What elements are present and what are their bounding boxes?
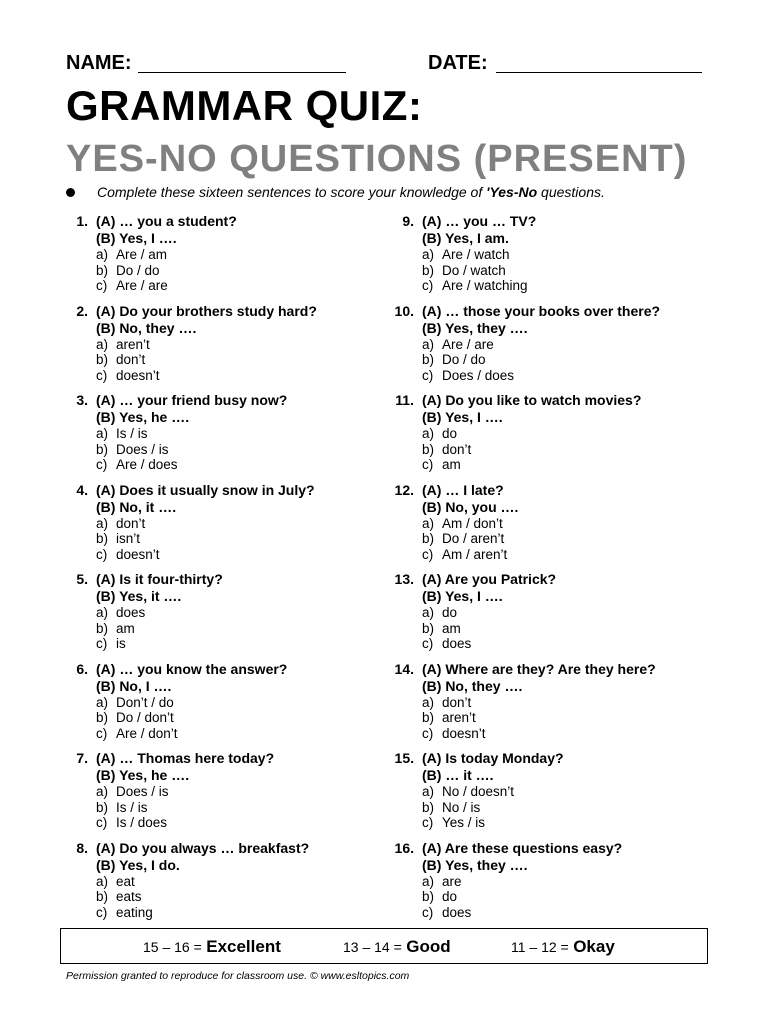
question-body [96,303,396,384]
option-letter: a) [96,336,109,352]
question-body [96,392,396,473]
option-letter: a) [422,694,435,710]
score-box [60,928,708,964]
option-letter: a) [96,694,109,710]
question-body [422,213,722,294]
option-letter: c) [96,725,108,741]
option-letter: b) [96,531,109,546]
option-text: eats [116,889,142,904]
answer-option[interactable] [96,263,396,279]
question-number: 6. [76,660,88,677]
answer-option[interactable] [96,247,396,263]
question-line-b: (B) … it …. [422,767,494,783]
answer-option[interactable] [422,605,722,621]
header-row [66,52,706,76]
option-text: are [442,873,462,889]
answer-option[interactable] [422,263,722,279]
option-letter: b) [96,620,109,636]
score-okay [511,937,615,957]
answer-option[interactable] [422,352,722,368]
question-body [96,571,396,652]
option-text: Are / don’t [116,725,178,741]
option-text: No / is [442,799,481,815]
option-text: Do / do [442,352,486,367]
question-line-b: (B) Yes, they …. [422,856,528,873]
option-text: does [116,605,146,620]
score-range: 11 – 12 = [511,939,569,955]
answer-option[interactable] [96,516,396,532]
score-word: Okay [573,937,615,956]
answer-option[interactable] [96,784,396,800]
question-line-b: (B) No, it …. [96,498,177,515]
option-letter: c) [422,367,434,383]
question-line-a: (A) … you … TV? [422,213,537,229]
answer-option[interactable] [422,247,722,263]
option-text: does [442,636,472,651]
question-number: 8. [76,839,88,856]
option-letter: b) [96,441,109,457]
question-line-b: (B) No, they …. [96,319,197,336]
option-text: don’t [442,441,472,457]
option-text: Does / is [116,784,169,799]
option-text: Do / do [116,262,160,278]
option-letter: c) [96,904,108,920]
question-line-a: (A) Do you like to watch movies? [422,392,642,408]
question-line-b: (B) Yes, it …. [96,588,182,604]
option-text: Do / watch [442,262,506,278]
question-line-a: (A) Where are they? Are they here? [422,660,656,677]
question-line-b: (B) Yes, they …. [422,319,528,336]
option-letter: a) [96,873,109,889]
option-letter: c) [96,367,108,383]
answer-option[interactable] [422,784,722,800]
question-line-a: (A) … I late? [422,481,504,498]
option-letter: a) [422,426,435,441]
answer-option[interactable] [422,426,722,442]
instructions-emphasis: 'Yes-No [486,184,538,200]
option-text: Don’t / do [116,694,174,710]
quiz-title: GRAMMAR QUIZ: [66,82,423,129]
option-letter: a) [422,515,435,531]
option-text: eat [116,873,135,889]
option-letter: b) [96,352,109,367]
question-number: 11. [395,392,414,408]
question-body [422,840,722,921]
option-letter: c) [96,457,108,472]
answer-option[interactable] [96,889,396,905]
answer-option[interactable] [422,695,722,711]
answer-option[interactable] [96,726,396,742]
option-letter: b) [422,531,435,546]
score-excellent [143,937,281,957]
question-body [422,571,722,652]
question-line-b: (B) No, they …. [422,677,523,694]
option-letter: b) [96,710,109,725]
option-letter: c) [422,815,434,830]
question-line-b: (B) Yes, he …. [96,767,190,783]
option-text: Yes / is [442,815,486,830]
option-text: Is / does [116,815,168,830]
answer-option[interactable] [96,426,396,442]
option-letter: a) [96,605,109,620]
question-line-a: (A) Do you always … breakfast? [96,839,310,856]
question-number: 5. [76,571,88,587]
option-letter: c) [422,278,434,293]
option-text: aren’t [442,710,476,725]
option-text: is [116,636,126,651]
question-body [96,750,396,831]
question-line-b: (B) Yes, I …. [422,409,503,425]
instructions-after: questions. [537,184,605,200]
answer-option[interactable] [96,531,396,547]
date-label: DATE: [428,52,488,74]
question-line-a: (A) Are these questions easy? [422,839,623,856]
question-line-a: (A) … those your books over there? [422,302,661,319]
question-number: 13. [394,571,414,587]
option-text: Are / watching [442,278,528,293]
question-number: 16. [394,839,414,856]
option-text: Does / is [116,441,169,457]
option-letter: c) [422,725,434,741]
question-line-a: (A) Does it usually snow in July? [96,481,315,498]
question-number: 15. [394,750,414,766]
score-word: Good [406,937,451,956]
option-text: No / doesn’t [442,784,515,799]
answer-option[interactable] [96,710,396,726]
question-body [422,750,722,831]
question-line-b: (B) Yes, I am. [422,230,509,246]
quiz-subtitle: YES-NO QUESTIONS (PRESENT) [66,138,688,180]
answer-option[interactable] [96,621,396,637]
option-text: Are / does [116,457,178,472]
option-letter: a) [422,873,435,889]
score-range: 13 – 14 = [343,939,402,955]
question-body [422,482,722,563]
name-label: NAME: [66,52,132,74]
option-text: Am / aren’t [442,546,508,562]
question-line-a: (A) … Thomas here today? [96,750,275,766]
option-text: Are / watch [442,247,510,262]
question-line-b: (B) Yes, I do. [96,856,180,873]
footer-permission: Permission granted to reproduce for classroom use. © www.esltopics.com [66,970,410,982]
instructions-text [97,184,605,200]
instructions-before: Complete these sixteen sentences to score your knowledge of [97,184,487,200]
answer-option[interactable] [422,726,722,742]
option-letter: a) [96,515,109,531]
option-letter: b) [422,352,435,367]
option-text: Does / does [442,367,515,383]
question-body [422,392,722,473]
question-number: 4. [76,481,88,498]
date-blank-line [496,72,702,73]
question-body [96,213,396,294]
option-letter: c) [96,815,108,830]
question-number: 3. [76,392,88,408]
option-letter: a) [422,247,435,262]
score-range: 15 – 16 = [143,939,202,955]
question-line-b: (B) No, you …. [422,498,519,515]
answer-option[interactable] [96,547,396,563]
option-letter: a) [96,784,109,799]
answer-option[interactable] [96,636,396,652]
bullet-icon [66,188,75,197]
option-text: Am / don’t [442,515,503,531]
question-line-a: (A) Are you Patrick? [422,571,557,587]
option-text: do [442,426,458,441]
question-body [96,661,396,742]
option-letter: c) [96,546,108,562]
answer-option[interactable] [422,800,722,816]
option-letter: b) [422,799,435,815]
option-letter: b) [422,620,435,636]
answer-option[interactable] [96,368,396,384]
answer-option[interactable] [422,710,722,726]
answer-option[interactable] [96,905,396,921]
answer-option[interactable] [422,516,722,532]
question-line-a: (A) Is today Monday? [422,750,564,766]
option-text: isn’t [116,531,141,546]
option-letter: c) [422,457,434,472]
question-line-a: (A) … you a student? [96,213,237,229]
question-number: 10. [394,302,414,319]
answer-option[interactable] [422,368,722,384]
option-text: doesn’t [116,546,160,562]
question-line-b: (B) No, I …. [96,677,172,694]
question-body [422,303,722,384]
option-text: doesn’t [116,367,160,383]
option-letter: a) [422,336,435,352]
option-text: am [442,457,461,472]
question-body [96,482,396,563]
question-number: 7. [76,750,88,766]
option-text: Do / don’t [116,710,174,725]
option-text: don’t [116,352,146,367]
answer-option[interactable] [422,636,722,652]
question-number: 14. [394,660,414,677]
option-letter: c) [96,278,108,293]
question-number: 2. [76,302,88,319]
question-line-b: (B) Yes, I …. [96,230,177,246]
option-letter: a) [96,426,109,441]
option-letter: c) [422,636,434,651]
score-good [343,937,451,957]
answer-option[interactable] [422,815,722,831]
question-line-b: (B) Yes, I …. [422,588,503,604]
name-blank-line [138,72,346,73]
answer-option[interactable] [422,337,722,353]
answer-option[interactable] [96,442,396,458]
question-number: 9. [402,213,414,229]
option-text: does [442,904,472,920]
question-body [96,840,396,921]
question-line-b: (B) Yes, he …. [96,409,190,425]
score-word: Excellent [206,937,281,956]
option-text: do [442,605,458,620]
option-text: Are / am [116,247,168,262]
answer-option[interactable] [422,905,722,921]
option-letter: c) [422,904,434,920]
option-text: do [442,889,458,904]
answer-option[interactable] [96,800,396,816]
answer-option[interactable] [96,278,396,294]
question-line-a: (A) Is it four-thirty? [96,571,223,587]
option-letter: a) [422,605,435,620]
option-letter: b) [96,262,109,278]
question-number: 12. [394,481,414,498]
answer-option[interactable] [96,457,396,473]
option-letter: b) [96,889,109,904]
option-text: Are / are [116,278,168,293]
question-line-a: (A) Do your brothers study hard? [96,302,317,319]
answer-option[interactable] [96,695,396,711]
option-text: Is / is [116,426,148,441]
option-letter: a) [96,247,109,262]
answer-option[interactable] [96,337,396,353]
answer-option[interactable] [422,457,722,473]
option-text: don’t [442,694,472,710]
answer-option[interactable] [96,352,396,368]
option-text: Do / aren’t [442,531,505,546]
option-letter: b) [422,441,435,457]
answer-option[interactable] [422,442,722,458]
option-text: Is / is [116,799,148,815]
option-letter: b) [422,889,435,904]
option-text: aren’t [116,336,150,352]
question-line-a: (A) … you know the answer? [96,660,288,677]
option-letter: b) [422,262,435,278]
answer-option[interactable] [422,531,722,547]
option-letter: b) [422,710,435,725]
option-text: don’t [116,515,146,531]
answer-option[interactable] [422,621,722,637]
answer-option[interactable] [96,605,396,621]
answer-option[interactable] [422,278,722,294]
answer-option[interactable] [96,815,396,831]
answer-option[interactable] [422,547,722,563]
question-body [422,661,722,742]
answer-option[interactable] [422,874,722,890]
option-text: am [442,620,461,636]
option-letter: c) [96,636,108,651]
option-text: doesn’t [442,725,486,741]
answer-option[interactable] [422,889,722,905]
question-line-a: (A) … your friend busy now? [96,392,288,408]
option-letter: c) [422,546,434,562]
question-number: 1. [76,213,88,229]
option-text: Are / are [442,336,494,352]
option-text: am [116,620,135,636]
option-text: eating [116,904,153,920]
option-letter: b) [96,799,109,815]
answer-option[interactable] [96,874,396,890]
option-letter: a) [422,784,435,799]
